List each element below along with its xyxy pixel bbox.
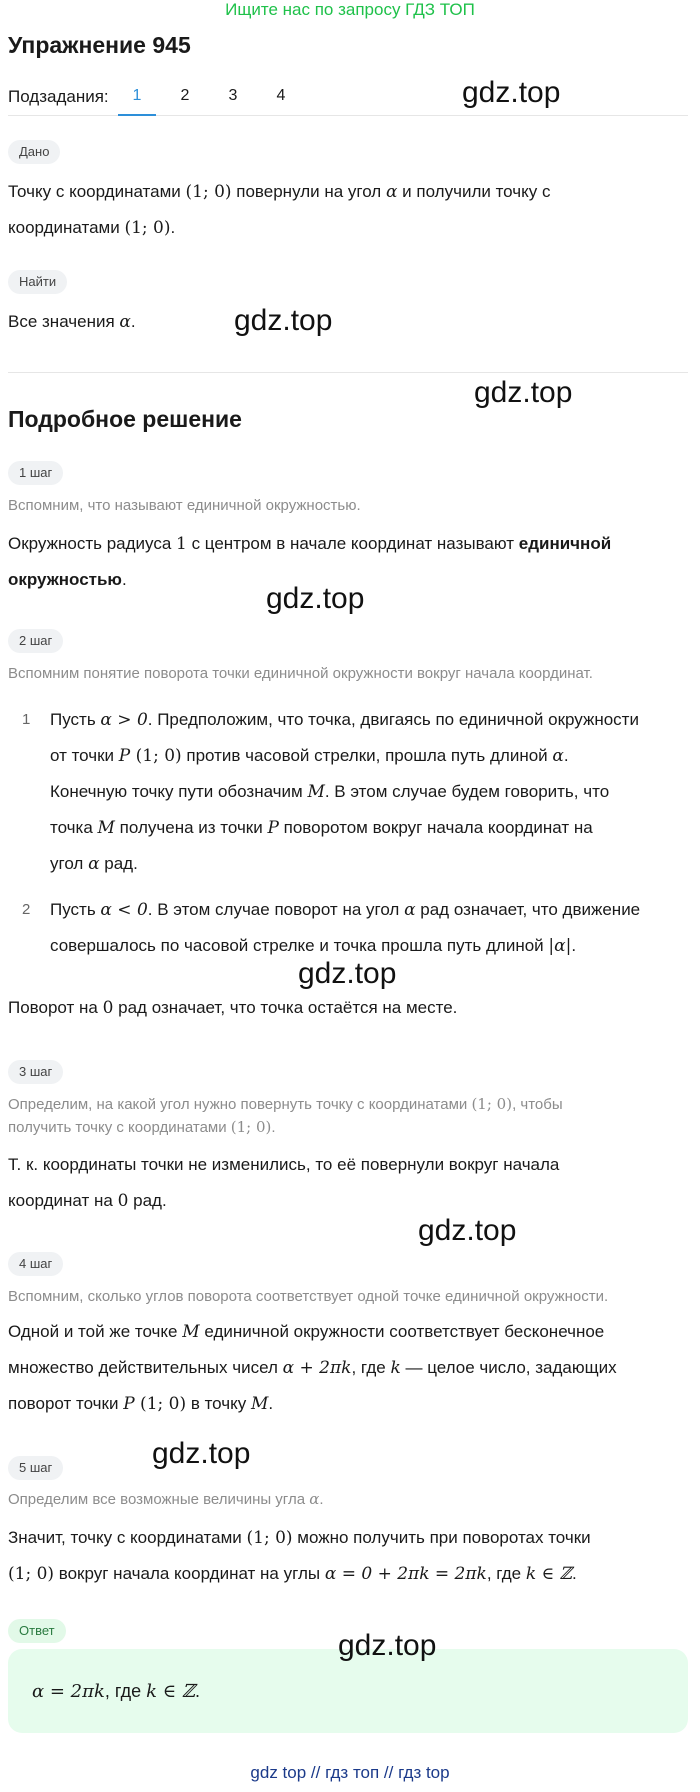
step-2-hint: Вспомним понятие поворота точки единичной окружности вокруг начала координат.: [8, 665, 593, 682]
step-5-hint: Определим все возможные величины угла α.: [8, 1490, 324, 1508]
watermark: gdz.top: [338, 1629, 437, 1662]
tab-subtask-3[interactable]: 3: [228, 87, 238, 104]
watermark: gdz.top: [418, 1214, 517, 1247]
solution-title: Подробное решение: [8, 406, 242, 432]
list-item: 1 Пусть α > 0. Предположим, что точка, двигаясь по единичной окружности от точки P (1; 0) против часовой стрелки, прошла путь длиной α. Конечную точку пути обозначим M. В этом случае будем говорить, что точка M получена из точки P поворотом вокруг начала координат на угол α рад.: [22, 710, 639, 874]
page-title: Упражнение 945: [8, 32, 191, 58]
subtasks-label: Подзадания:: [8, 87, 109, 106]
step-5-text: Значит, точку с координатами (1; 0) можно получить при поворотах точки (1; 0) вокруг начала координат на углы α = 0 + 2πk = 2πk, где k ∈ ℤ.: [8, 1528, 591, 1584]
watermark: gdz.top: [234, 304, 333, 337]
find-pill: Найти: [8, 270, 67, 294]
tab-subtask-4[interactable]: 4: [276, 87, 286, 104]
given-pill: Дано: [8, 140, 60, 164]
promo-banner: Ищите нас по запросу ГДЗ ТОП: [225, 0, 475, 19]
answer-pill: Ответ: [8, 1619, 66, 1643]
watermark: gdz.top: [462, 76, 561, 109]
subtask-tabs: [8, 84, 688, 116]
find-text: Все значения α.: [8, 312, 136, 332]
tab-subtask-2[interactable]: 2: [180, 87, 190, 104]
watermark: gdz.top: [298, 957, 397, 990]
step-3-hint: Определим, на какой угол нужно повернуть точку с координатами (1; 0), чтобы получить точку с координатами (1; 0).: [8, 1095, 563, 1136]
step-4-text: Одной и той же точке M единичной окружности соответствует бесконечное множество действительных чисел α + 2πk, где k — целое число, задающих поворот точки P (1; 0) в точку M.: [8, 1322, 617, 1414]
given-text: Точку с координатами (1; 0) повернули на угол α и получили точку с координатами (1; 0).: [8, 182, 551, 238]
watermark: gdz.top: [152, 1437, 251, 1470]
answer-text: α = 2πk, где k ∈ ℤ.: [32, 1681, 200, 1702]
list-item: 2 Пусть α < 0. В этом случае поворот на угол α рад означает, что движение совершалось по часовой стрелке и точка прошла путь длиной |α|.: [22, 900, 641, 956]
footer-links[interactable]: gdz top // гдз топ // гдз top: [250, 1763, 450, 1782]
step-1-pill: 1 шаг: [8, 461, 63, 485]
step-4-pill: 4 шаг: [8, 1252, 63, 1276]
step-4-hint: Вспомним, сколько углов поворота соответствует одной точке единичной окружности.: [8, 1288, 609, 1305]
step-3-text: Т. к. координаты точки не изменились, то её повернули вокруг начала координат на 0 рад.: [8, 1155, 560, 1211]
step-1-hint: Вспомним, что называют единичной окружностью.: [8, 497, 361, 514]
section-divider: [8, 372, 688, 373]
step-2-zero-text: Поворот на 0 рад означает, что точка остаётся на месте.: [8, 998, 458, 1018]
step-3-pill: 3 шаг: [8, 1060, 63, 1084]
step-5-pill: 5 шаг: [8, 1456, 63, 1480]
watermark: gdz.top: [266, 582, 365, 615]
watermark: gdz.top: [474, 376, 573, 409]
step-1-text: Окружность радиуса 1 с центром в начале координат называют единичной окружностью.: [8, 534, 612, 589]
tab-subtask-1[interactable]: 1: [118, 87, 156, 116]
step-2-pill: 2 шаг: [8, 629, 63, 653]
